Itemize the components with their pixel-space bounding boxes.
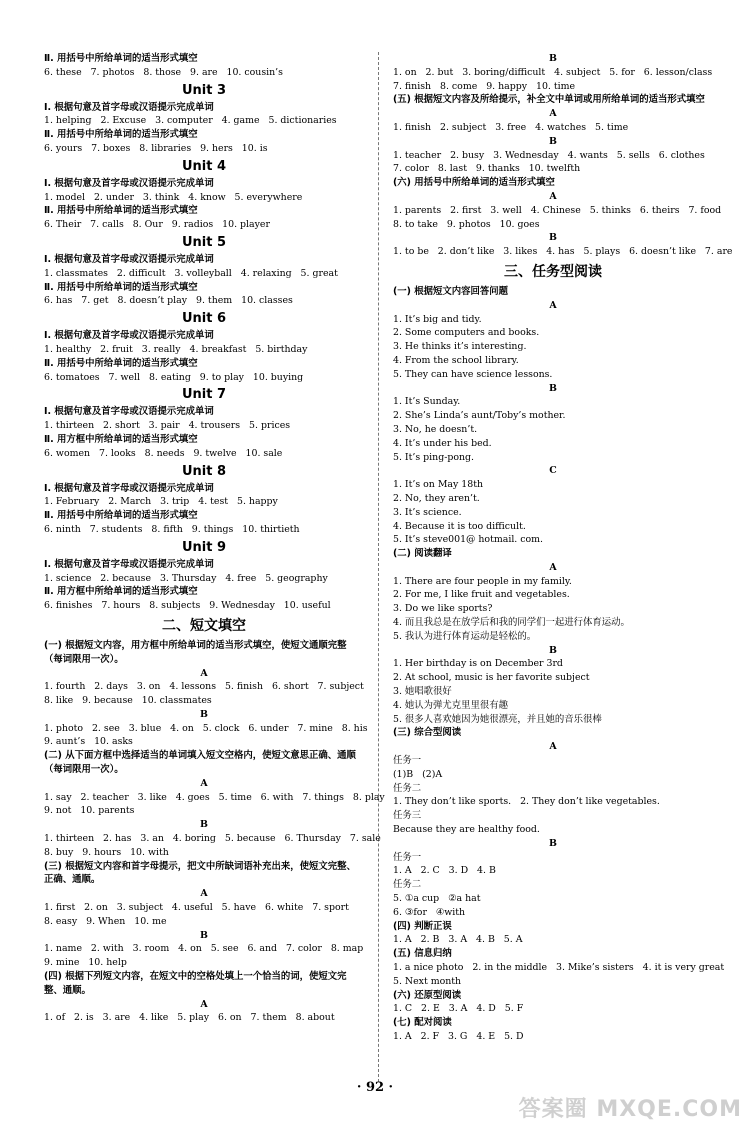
instruction-heading: (七) 配对阅读 [393, 1017, 452, 1029]
sub-label: B [549, 837, 557, 849]
answer-line: 5. It’s steve001@ hotmail. com. [393, 534, 544, 546]
answer-line: 1. A 2. F 3. G 4. E 5. D [393, 1030, 524, 1042]
answer-line: 1. science 2. because 3. Thursday 4. free 5. geography [44, 572, 328, 584]
sub-label: A [200, 998, 208, 1010]
answer-line: 3. It’s science. [393, 506, 462, 518]
unit-heading: Unit 6 [181, 311, 227, 327]
instruction-heading: (六) 还原型阅读 [393, 989, 462, 1001]
left-column [44, 52, 385, 1025]
instruction-heading: Ⅱ. 用括号中所给单词的适当形式填空 [44, 129, 198, 141]
instruction-heading: Ⅰ. 根据句意及首字母或汉语提示完成单词 [44, 101, 214, 113]
answer-line: 1. finish 2. subject 3. free 4. watches 5. time [393, 121, 629, 133]
unit-heading: Unit 3 [181, 82, 227, 98]
column-divider [378, 52, 379, 1082]
sub-label: B [549, 53, 557, 64]
answer-line: 1. model 2. under 3. think 4. know 5. everywhere [44, 191, 303, 203]
answer-line: 4. 她认为弹尤克里里很有趣 [393, 699, 509, 711]
answer-line: 4. 而且我总是在放学后和我的同学们一起进行体育运动。 [393, 617, 630, 629]
answer-line: 1. Her birthday is on December 3rd [393, 658, 563, 670]
instruction-heading: (一) 根据短文内容，用方框中所给单词的适当形式填空，使短文通顺完整（每词限用一次）。 [44, 639, 347, 665]
answer-line: 6. finishes 7. hours 8. subjects 9. Wednesday 10. useful [44, 600, 331, 612]
instruction-heading: (五) 根据短文内容及所给提示，补全文中单词或用所给单词的适当形式填空 [393, 94, 705, 106]
instruction-heading: (二) 从下面方框中选择适当的单词填入短文空格内，使短文意思正确、通顺（每词限用一次）。 [44, 750, 356, 776]
instruction-heading: Ⅱ. 用括号中所给单词的适当形式填空 [44, 510, 198, 522]
sub-label: B [549, 382, 557, 394]
answer-line: 2. No, they aren’t. [393, 492, 480, 504]
answer-line: 1. a nice photo 2. in the middle 3. Mike’s sisters 4. it is very great [393, 962, 725, 973]
answer-line: 2. At school, music is her favorite subject [393, 672, 590, 684]
answer-line: 1. It’s big and tidy. [393, 313, 482, 325]
instruction-heading: Ⅱ. 用括号中所给单词的适当形式填空 [44, 281, 198, 293]
answer-line: 5. 很多人喜欢她因为她很漂亮，并且她的音乐很棒 [393, 713, 602, 725]
answer-line: 4. It’s under his bed. [393, 437, 492, 449]
answer-line: 任务一 [393, 755, 422, 767]
answer-line: 9. not 10. parents [44, 805, 135, 817]
unit-heading: Unit 9 [181, 539, 227, 555]
answer-line: 6. Their 7. calls 8. Our 9. radios 10. player [44, 219, 270, 231]
sub-label: A [200, 667, 208, 679]
answer-line: 6. women 7. looks 8. needs 9. twelve 10. sale [44, 447, 283, 459]
answer-line: 1. photo 2. see 3. blue 4. on 5. clock 6. under 7. mine 8. his [44, 722, 368, 734]
answer-line: 任务二 [393, 879, 422, 891]
unit-heading: Unit 4 [181, 158, 227, 174]
answer-line: 7. color 8. last 9. thanks 10. twelfth [393, 163, 581, 175]
answer-line: 3. No, he doesn’t. [393, 423, 478, 435]
answer-line: 8. like 9. because 10. classmates [44, 695, 212, 707]
answer-line: 8. to take 9. photos 10. goes [393, 218, 540, 230]
answer-line: 3. 她唱歌很好 [393, 686, 452, 698]
sub-label: A [549, 299, 557, 311]
watermark-logo: 答案圈 MXQE.COM [518, 1097, 742, 1122]
answer-line: 1. to be 2. don’t like 3. likes 4. has 5. plays 6. doesn’t like 7. are [393, 246, 733, 258]
sub-label: B [549, 135, 557, 147]
answer-line: 任务三 [393, 810, 422, 822]
sub-label: A [549, 108, 557, 120]
answer-line: 3. He thinks it’s interesting. [393, 341, 527, 353]
unit-heading: Unit 5 [181, 234, 227, 250]
instruction-heading: (三) 根据短文内容和首字母提示，把文中所缺词语补充出来，使短文完整、正确、通顺。 [44, 860, 356, 886]
answer-line: 1. C 2. E 3. A 4. D 5. F [393, 1003, 524, 1015]
instruction-heading: (四) 判断正误 [393, 920, 452, 932]
answer-line: 1. It’s on May 18th [393, 479, 484, 491]
instruction-heading: (一) 根据短文内容回答问题 [393, 285, 508, 297]
instruction-heading: Ⅰ. 根据句意及首字母或汉语提示完成单词 [44, 482, 214, 494]
sub-label: A [549, 741, 557, 753]
instruction-heading: Ⅰ. 根据句意及首字母或汉语提示完成单词 [44, 558, 214, 570]
answer-line: 1. teacher 2. busy 3. Wednesday 4. wants 5. sells 6. clothes [393, 149, 705, 161]
answer-line: 9. aunt’s 10. asks [44, 736, 133, 748]
instruction-heading: (三) 综合型阅读 [393, 727, 462, 739]
answer-line: 8. buy 9. hours 10. with [44, 846, 169, 858]
sub-label: A [549, 561, 557, 573]
instruction-heading: Ⅱ. 用括号中所给单词的适当形式填空 [44, 357, 198, 369]
instruction-heading: Ⅰ. 根据句意及首字母或汉语提示完成单词 [44, 253, 214, 265]
answer-line: 1. helping 2. Excuse 3. computer 4. game 5. dictionaries [44, 115, 337, 127]
answer-line: 5. 我认为进行体育运动是轻松的。 [393, 630, 537, 642]
answer-line: 6. tomatoes 7. well 8. eating 9. to play 10. buying [44, 371, 304, 383]
page-number: · 92 · [356, 1080, 394, 1095]
section-title: 二、短文填空 [162, 617, 246, 634]
answer-line: 1. name 2. with 3. room 4. on 5. see 6. and 7. color 8. map [44, 943, 364, 955]
instruction-heading: Ⅰ. 根据句意及首字母或汉语提示完成单词 [44, 406, 214, 418]
answer-line: 1. They don’t like sports. 2. They don’t like vegetables. [393, 796, 660, 808]
answer-line: 1. February 2. March 3. trip 4. test 5. happy [44, 496, 278, 508]
answer-line: 1. on 2. but 3. boring/difficult 4. subject 5. for 6. lesson/class [393, 66, 713, 78]
sub-label: B [200, 708, 208, 720]
answer-line: 6. these 7. photos 8. those 9. are 10. cousin’s [44, 66, 283, 78]
answer-line: 5. Next month [393, 975, 462, 987]
answer-line: 6. ninth 7. students 8. fifth 9. things 10. thirtieth [44, 523, 300, 535]
answer-line: 4. From the school library. [393, 354, 519, 366]
answer-line: 1. of 2. is 3. are 4. like 5. play 6. on 7. them 8. about [44, 1012, 335, 1024]
instruction-heading: Ⅱ. 用括号中所给单词的适当形式填空 [44, 53, 198, 64]
answer-line: 1. healthy 2. fruit 3. really 4. breakfast 5. birthday [44, 343, 308, 355]
answer-line: 5. ①a cup ②a hat [393, 893, 481, 905]
answer-line: 1. parents 2. first 3. well 4. Chinese 5. thinks 6. theirs 7. food [393, 204, 722, 216]
answer-line: 任务二 [393, 782, 422, 794]
answer-line: 6. has 7. get 8. doesn’t play 9. them 10. classes [44, 295, 293, 307]
sub-label: B [200, 819, 208, 831]
unit-heading: Unit 8 [181, 463, 227, 479]
answer-line: 8. easy 9. When 10. me [44, 915, 167, 927]
answer-line: Because they are healthy food. [393, 824, 540, 836]
answer-line: 5. They can have science lessons. [393, 368, 553, 380]
answer-line: 1. A 2. C 3. D 4. B [393, 865, 496, 877]
instruction-heading: (六) 用括号中所给单词的适当形式填空 [393, 177, 555, 189]
sub-label: A [200, 888, 208, 900]
instruction-heading: Ⅱ. 用方框中所给单词的适当形式填空 [44, 586, 198, 598]
sub-label: A [549, 190, 557, 202]
right-column [393, 52, 733, 1044]
answer-line: 1. say 2. teacher 3. like 4. goes 5. time 6. with 7. things 8. play [44, 791, 385, 803]
answer-line: 1. It’s Sunday. [393, 396, 461, 408]
answer-line: 9. mine 10. help [44, 957, 127, 969]
answer-line: 6. ③for ④with [393, 906, 466, 918]
sub-label: B [549, 232, 557, 244]
sub-label: C [549, 465, 557, 477]
answer-line: 1. thirteen 2. has 3. an 4. boring 5. because 6. Thursday 7. sale [44, 833, 381, 845]
answer-line: 3. Do we like sports? [393, 603, 493, 615]
sub-label: B [549, 644, 557, 656]
answer-line: 7. finish 8. come 9. happy 10. time [393, 80, 576, 92]
answer-line: 5. It’s ping-pong. [393, 451, 475, 463]
section-title: 三、任务型阅读 [504, 263, 602, 280]
answer-line: 2. For me, I like fruit and vegetables. [393, 589, 570, 601]
answer-line: 2. Some computers and books. [393, 327, 540, 339]
answer-line: 4. Because it is too difficult. [393, 520, 526, 532]
instruction-heading: (二) 阅读翻译 [393, 548, 452, 560]
instruction-heading: (四) 根据下列短文内容，在短文中的空格处填上一个恰当的词，使短文完整、通顺。 [44, 971, 347, 996]
answer-line: 1. There are four people in my family. [393, 575, 572, 587]
instruction-heading: Ⅰ. 根据句意及首字母或汉语提示完成单词 [44, 177, 214, 189]
answer-line: 1. first 2. on 3. subject 4. useful 5. have 6. white 7. sport [44, 902, 349, 914]
unit-heading: Unit 7 [181, 387, 227, 403]
answer-line: 1. fourth 2. days 3. on 4. lessons 5. finish 6. short 7. subject [44, 681, 364, 693]
answer-line: 2. She’s Linda’s aunt/Toby’s mother. [393, 410, 566, 422]
instruction-heading: (五) 信息归纳 [393, 948, 452, 960]
answer-line: 1. thirteen 2. short 3. pair 4. trousers 5. prices [44, 420, 291, 432]
answer-line: 6. yours 7. boxes 8. libraries 9. hers 10. is [44, 142, 268, 154]
sub-label: B [200, 929, 208, 941]
answer-line: (1)B (2)A [393, 768, 443, 780]
instruction-heading: Ⅱ. 用括号中所给单词的适当形式填空 [44, 205, 198, 217]
answer-line: 任务一 [393, 851, 422, 863]
sub-label: A [200, 777, 208, 789]
answer-line: 1. A 2. B 3. A 4. B 5. A [393, 934, 523, 946]
instruction-heading: Ⅰ. 根据句意及首字母或汉语提示完成单词 [44, 330, 214, 342]
answer-line: 1. classmates 2. difficult 3. volleyball 4. relaxing 5. great [44, 267, 338, 279]
instruction-heading: Ⅱ. 用方框中所给单词的适当形式填空 [44, 433, 198, 445]
